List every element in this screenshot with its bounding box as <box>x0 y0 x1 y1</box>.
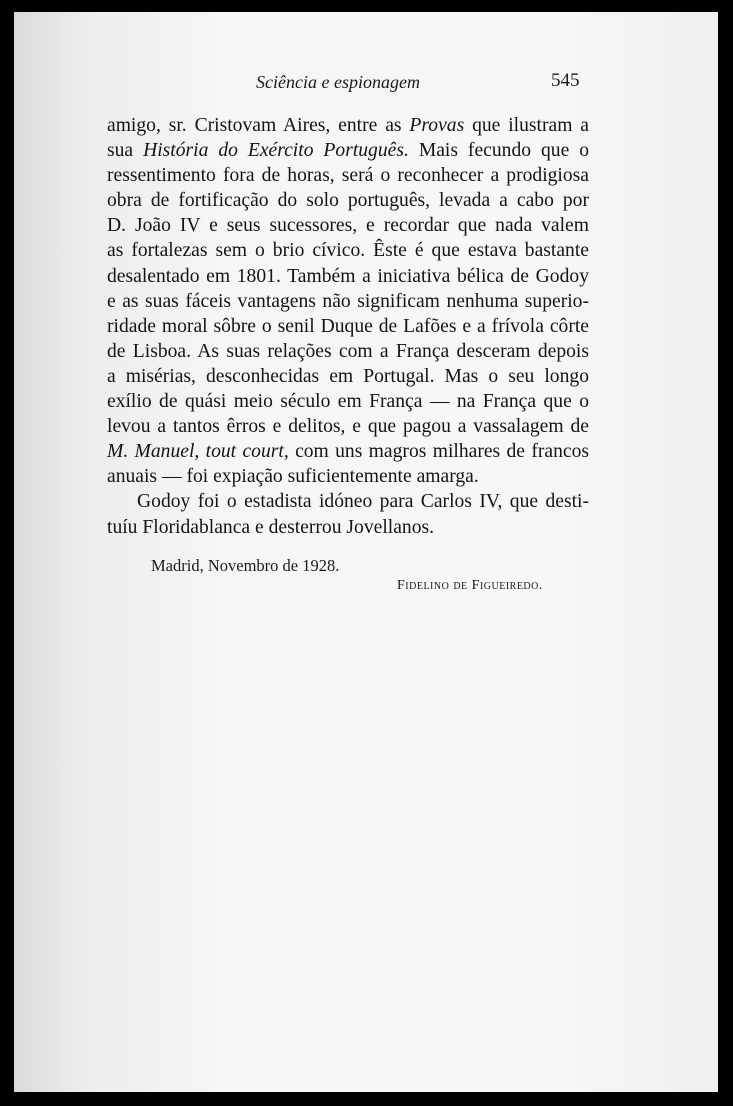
text-line: Godoy foi o estadista idóneo para Carlos IV, que desti- <box>137 491 589 513</box>
text-line: sua História do Exército Português. Mais fecundo que o <box>107 140 589 162</box>
running-title: Sciência e espionagem <box>256 72 420 92</box>
text-line: tuíu Floridablanca e desterrou Jovellanos. <box>107 516 435 538</box>
text-line: anuais — foi expiação suficientemente amarga. <box>107 466 479 488</box>
running-head <box>14 72 718 96</box>
text-line: as fortalezas sem o brio cívico. Êste é que estava bastante <box>107 240 589 262</box>
text-line: e as suas fáceis vantagens não significam nenhuma superio- <box>107 290 589 312</box>
page-number: 545 <box>551 70 580 91</box>
text-line: a misérias, desconhecidas em Portugal. Mas o seu longo <box>107 365 589 387</box>
place-date: Madrid, Novembro de 1928. <box>151 556 340 575</box>
text-line: ridade moral sôbre o senil Duque de Lafões e a frívola côrte <box>107 315 589 337</box>
text-line: obra de fortificação do solo português, levada a cabo por <box>107 190 589 212</box>
text-line: exílio de quási meio século em França — na França que o <box>107 391 589 413</box>
italic-title: Provas <box>409 115 465 136</box>
text-line: de Lisboa. As suas relações com a França desceram depois <box>107 340 589 362</box>
text-line: ressentimento fora de horas, será o reconhecer a prodigiosa <box>107 165 589 187</box>
italic-title: História do Exército Português. <box>143 140 409 162</box>
text-line: M. Manuel, tout court, com uns magros milhares de francos <box>107 441 589 463</box>
italic-name: M. Manuel, tout court, <box>107 441 289 463</box>
body-text <box>107 113 589 540</box>
author-signature: Fidelino de Figueiredo. <box>397 578 543 593</box>
paragraph-2 <box>107 489 589 539</box>
text-line: amigo, sr. Cristovam Aires, entre as Provas que ilustram a <box>107 115 590 136</box>
text-line: desalentado em 1801. Também a iniciativa bélica de Godoy <box>107 265 589 287</box>
text-line: levou a tantos êrros e delitos, e que pagou a vassalagem de <box>107 416 589 438</box>
book-page <box>14 12 718 1092</box>
text-line: D. João IV e seus sucessores, e recordar que nada valem <box>107 215 589 237</box>
paragraph-1 <box>107 113 589 489</box>
